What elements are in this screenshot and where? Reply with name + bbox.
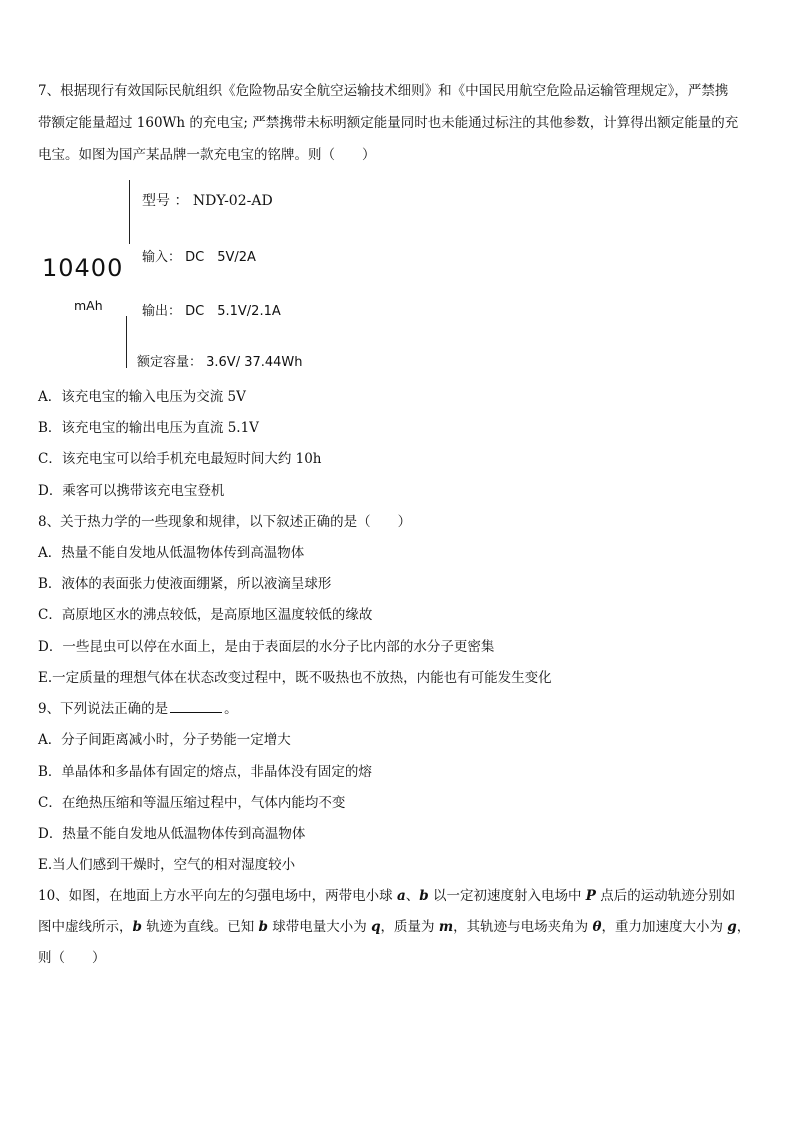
nameplate-rated-capacity: 额定容量： 3.6V/ 37.44Wh (137, 355, 303, 370)
var-q: q (371, 919, 381, 935)
q9-stem (38, 697, 238, 717)
q10-text: ， (736, 919, 751, 935)
q9-stem-text: 9、下列说法正确的是 (38, 701, 169, 717)
q10-text: 10、如图，在地面上方水平向左的匀强电场中，两带电小球 (38, 888, 397, 904)
nameplate-output: 输出： DC 5.1V/2.1A (142, 304, 281, 319)
nameplate-model: 型号 ： NDY-02-AD (142, 193, 273, 209)
q8-option-e: E.一定质量的理想气体在状态改变过程中，既不吸热也不放热，内能也有可能发生变化 (38, 670, 552, 686)
power-bank-nameplate (0, 0, 794, 380)
q9-stem-end: 。 (224, 701, 238, 717)
q10-stem-line2 (38, 915, 750, 935)
q9-option-d: D．热量不能自发地从低温物体传到高温物体 (38, 826, 306, 842)
nameplate-unit: mAh (74, 298, 103, 313)
q7-option-b: B．该充电宝的输出电压为直流 5.1V (38, 420, 259, 436)
q8-option-c: C．高原地区水的沸点较低，是高原地区温度较低的缘故 (38, 607, 373, 623)
nameplate-divider-top (129, 180, 130, 244)
var-a: a (396, 888, 406, 904)
q10-text: ，质量为 (380, 919, 439, 935)
q9-option-e: E.当人们感到干燥时，空气的相对湿度较小 (38, 857, 296, 873)
q7-stem-line3: 电宝。如图为国产某品牌一款充电宝的铭牌。则（ ） (38, 147, 376, 163)
q8-option-a: A．热量不能自发地从低温物体传到高温物体 (38, 545, 305, 561)
answer-blank (170, 700, 222, 713)
q7-option-c: C．该充电宝可以给手机充电最短时间大约 10h (38, 451, 322, 467)
q7-stem-line2: 带额定能量超过 160Wh 的充电宝; 严禁携带未标明额定能量同时也未能通过标注的其他参数，计算得出额定能量的充 (38, 115, 739, 131)
q7-option-d: D．乘客可以携带该充电宝登机 (38, 483, 225, 499)
q10-text: 图中虚线所示， (38, 919, 133, 935)
q9-option-a: A．分子间距离减小时，分子势能一定增大 (38, 732, 291, 748)
q7-stem-line1: 7、根据现行有效国际民航组织《危险物品安全航空运输技术细则》和《中国民用航空危险品运输管理规定》，严禁携 (38, 83, 729, 99)
q10-text: 、 (405, 888, 420, 904)
nameplate-divider-bottom (126, 316, 127, 368)
q10-text: ，其轨迹与电场夹角为 (453, 919, 593, 935)
var-g: g (727, 919, 737, 935)
nameplate-capacity: 10400 (42, 254, 124, 282)
q9-option-b: B．单晶体和多晶体有固定的熔点，非晶体没有固定的熔 (38, 764, 372, 780)
var-p: P (585, 888, 596, 904)
q9-option-c: C．在绝热压缩和等温压缩过程中，气体内能均不变 (38, 795, 346, 811)
q10-text: 点后的运动轨迹分别如 (595, 888, 736, 904)
q7-option-a: A．该充电宝的输入电压为交流 5V (38, 389, 246, 405)
q10-stem-line3: 则（ ） (38, 950, 106, 966)
q10-text: ，重力加速度大小为 (601, 919, 728, 935)
q10-stem-line1 (38, 884, 735, 904)
nameplate-input: 输入： DC 5V/2A (142, 250, 256, 265)
var-m: m (438, 919, 454, 935)
q10-text: 轨迹为直线。已知 (141, 919, 259, 935)
var-b: b (419, 888, 429, 904)
q10-text: 球带电量大小为 (268, 919, 372, 935)
q8-stem: 8、关于热力学的一些现象和规律，以下叙述正确的是（ ） (38, 514, 412, 530)
var-b: b (258, 919, 268, 935)
var-b: b (132, 919, 142, 935)
q10-text: 以一定初速度射入电场中 (428, 888, 586, 904)
q8-option-b: B．液体的表面张力使液面绷紧，所以液滴呈球形 (38, 576, 332, 592)
q8-option-d: D．一些昆虫可以停在水面上，是由于表面层的水分子比内部的水分子更密集 (38, 639, 495, 655)
var-theta: θ (592, 919, 602, 935)
